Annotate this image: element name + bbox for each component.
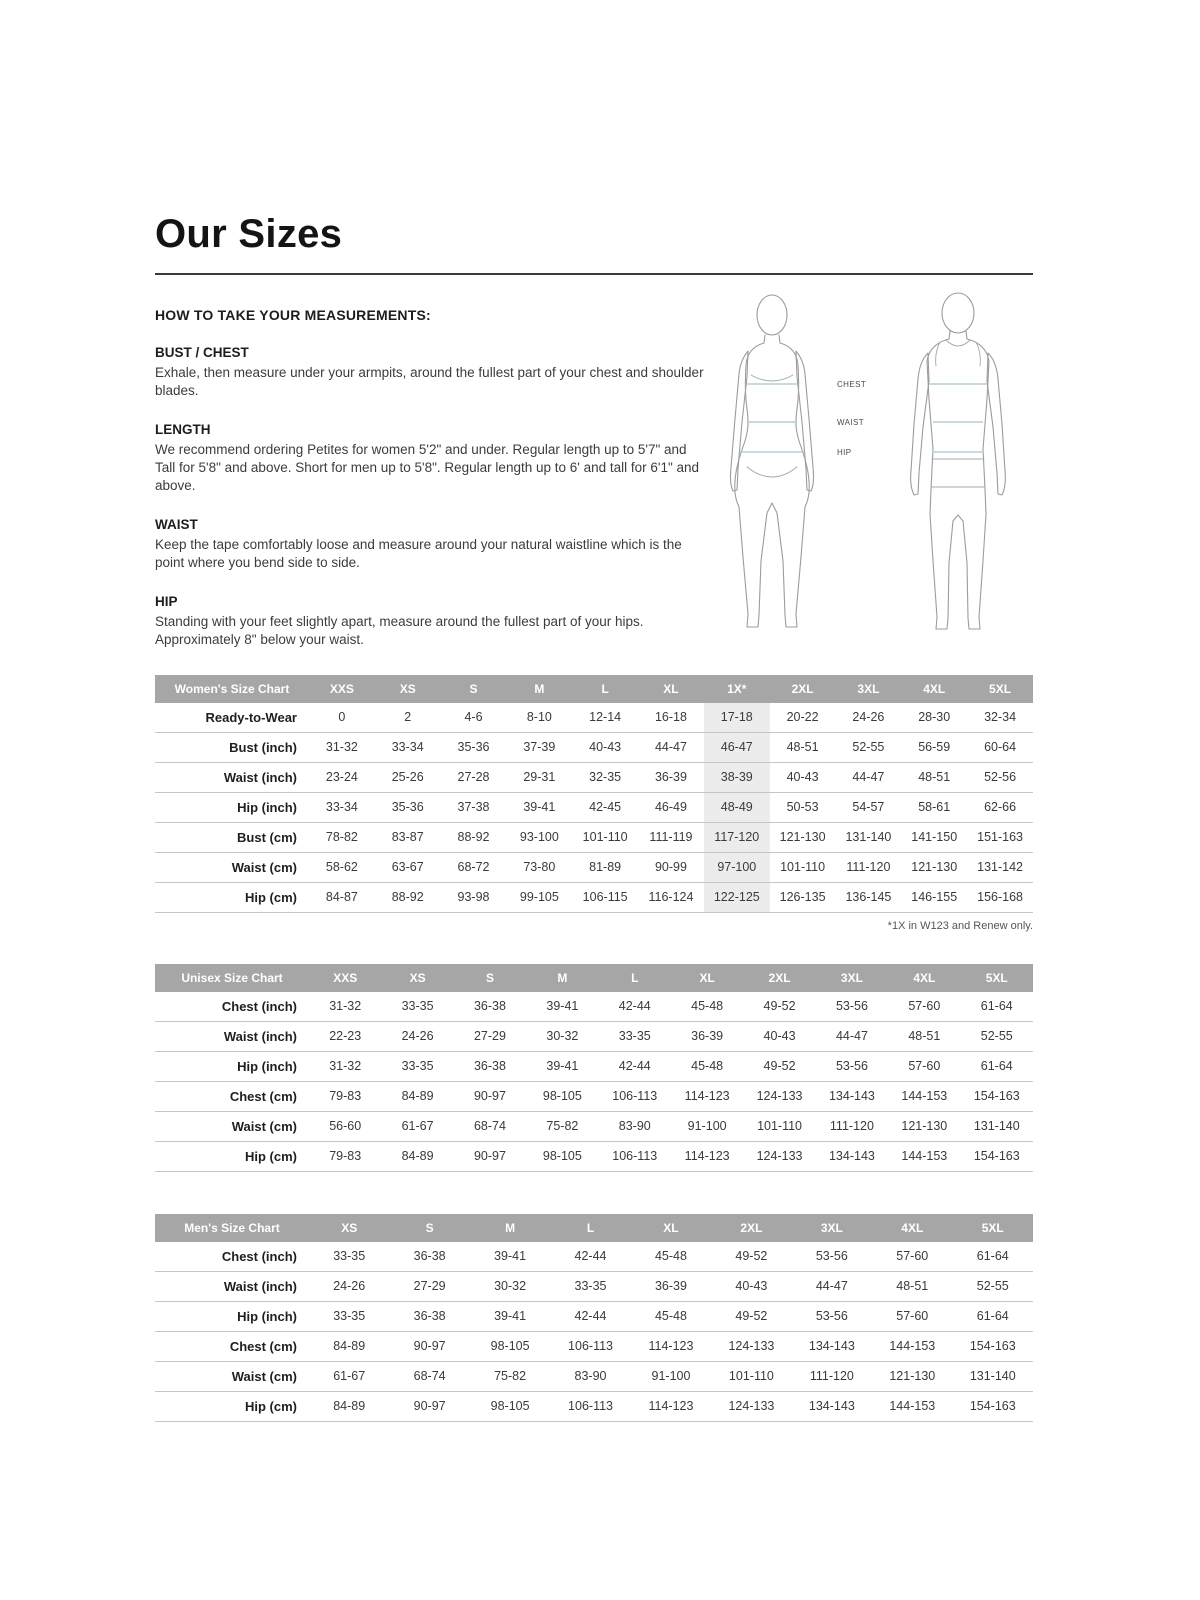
size-cell: 98-105 [526,1141,598,1171]
column-header: 2XL [743,964,815,992]
size-cell: 78-82 [309,822,375,852]
table-header-row [155,1214,1033,1242]
size-cell: 61-67 [381,1111,453,1141]
size-cell: 98-105 [526,1081,598,1111]
column-header: L [572,675,638,703]
size-cell: 131-142 [967,852,1033,882]
size-cell: 38-39 [704,762,770,792]
row-label: Waist (cm) [155,852,309,882]
size-cell: 45-48 [671,992,743,1022]
row-label: Waist (inch) [155,1021,309,1051]
figure-labels [837,289,883,634]
row-label: Hip (inch) [155,1301,309,1331]
size-cell: 131-140 [836,822,902,852]
row-label: Bust (inch) [155,732,309,762]
table-row [155,992,1033,1022]
table-row [155,1391,1033,1421]
size-cell: 114-123 [671,1141,743,1171]
table-row [155,852,1033,882]
size-cell: 121-130 [901,852,967,882]
size-cell: 61-64 [953,1301,1034,1331]
size-cell: 68-72 [441,852,507,882]
size-cell: 98-105 [470,1331,550,1361]
size-cell: 57-60 [888,992,960,1022]
column-header: M [506,675,572,703]
section-title: HIP [155,593,178,609]
table-row [155,1331,1033,1361]
size-cell: 48-51 [901,762,967,792]
size-cell: 24-26 [836,703,902,733]
measurement-section-length [155,422,707,495]
column-header: M [526,964,598,992]
size-cell: 42-44 [550,1301,630,1331]
size-cell: 46-49 [638,792,704,822]
size-cell: 154-163 [953,1391,1034,1421]
table-row [155,822,1033,852]
section-body: Exhale, then measure under your armpits, around the fullest part of your chest and shoulder blades. [155,365,704,398]
size-cell: 27-29 [454,1021,526,1051]
unisex-size-chart [155,964,1033,1172]
size-cell: 144-153 [888,1081,960,1111]
size-cell: 45-48 [631,1301,711,1331]
table-row [155,703,1033,733]
size-cell: 91-100 [631,1361,711,1391]
column-header: S [389,1214,469,1242]
size-cell: 42-45 [572,792,638,822]
size-cell: 20-22 [770,703,836,733]
page-title: Our Sizes [155,212,343,256]
size-cell: 136-145 [836,882,902,912]
row-label: Hip (cm) [155,1391,309,1421]
row-label: Chest (inch) [155,992,309,1022]
size-cell: 48-49 [704,792,770,822]
size-cell: 90-97 [454,1141,526,1171]
table-row [155,1301,1033,1331]
size-cell: 91-100 [671,1111,743,1141]
row-label: Chest (cm) [155,1081,309,1111]
size-cell: 48-51 [872,1271,952,1301]
size-cell: 79-83 [309,1081,381,1111]
size-cell: 68-74 [389,1361,469,1391]
table-row [155,1361,1033,1391]
size-cell: 61-64 [953,1242,1034,1272]
size-cell: 116-124 [638,882,704,912]
size-cell: 44-47 [792,1271,872,1301]
column-header: XS [309,1214,389,1242]
size-cell: 114-123 [631,1391,711,1421]
size-cell: 106-113 [599,1141,671,1171]
size-cell: 101-110 [743,1111,815,1141]
size-cell: 84-87 [309,882,375,912]
size-cell: 23-24 [309,762,375,792]
table-row [155,1242,1033,1272]
size-cell: 12-14 [572,703,638,733]
size-cell: 131-140 [953,1361,1034,1391]
row-label: Hip (cm) [155,882,309,912]
row-label: Chest (inch) [155,1242,309,1272]
size-cell: 46-47 [704,732,770,762]
column-header: L [550,1214,630,1242]
size-cell: 122-125 [704,882,770,912]
column-header: S [441,675,507,703]
size-cell: 75-82 [470,1361,550,1391]
size-cell: 61-64 [961,1051,1033,1081]
size-cell: 39-41 [506,792,572,822]
size-cell: 8-10 [506,703,572,733]
table-title: Women's Size Chart [155,675,309,703]
size-cell: 33-35 [309,1301,389,1331]
size-cell: 28-30 [901,703,967,733]
size-cell: 111-119 [638,822,704,852]
size-cell: 4-6 [441,703,507,733]
size-cell: 52-55 [836,732,902,762]
column-header: L [599,964,671,992]
female-figure-illustration [707,289,837,634]
size-cell: 81-89 [572,852,638,882]
column-header: S [454,964,526,992]
size-cell: 36-38 [389,1301,469,1331]
size-cell: 93-100 [506,822,572,852]
size-cell: 42-44 [550,1242,630,1272]
row-label: Ready-to-Wear [155,703,309,733]
size-cell: 121-130 [872,1361,952,1391]
size-cell: 25-26 [375,762,441,792]
size-cell: 83-90 [550,1361,630,1391]
size-cell: 134-143 [816,1141,888,1171]
size-cell: 36-38 [454,992,526,1022]
size-cell: 30-32 [526,1021,598,1051]
table-row [155,1111,1033,1141]
size-cell: 93-98 [441,882,507,912]
size-cell: 106-115 [572,882,638,912]
size-cell: 31-32 [309,992,381,1022]
size-cell: 126-135 [770,882,836,912]
size-cell: 60-64 [967,732,1033,762]
size-cell: 90-97 [454,1081,526,1111]
size-cell: 39-41 [470,1301,550,1331]
size-cell: 49-52 [743,1051,815,1081]
size-cell: 27-29 [389,1271,469,1301]
mens-size-chart [155,1214,1033,1422]
row-label: Hip (inch) [155,792,309,822]
size-cell: 16-18 [638,703,704,733]
size-cell: 106-113 [550,1331,630,1361]
size-cell: 121-130 [770,822,836,852]
size-cell: 29-31 [506,762,572,792]
column-header: XL [671,964,743,992]
size-cell: 154-163 [961,1141,1033,1171]
size-cell: 88-92 [375,882,441,912]
row-label: Waist (inch) [155,762,309,792]
size-cell: 90-97 [389,1331,469,1361]
size-cell: 134-143 [792,1331,872,1361]
measurement-section-hip [155,594,707,649]
size-cell: 90-99 [638,852,704,882]
table-row [155,732,1033,762]
size-table [155,964,1033,1172]
size-cell: 53-56 [792,1301,872,1331]
table-header-row [155,675,1033,703]
size-cell: 146-155 [901,882,967,912]
size-cell: 36-39 [631,1271,711,1301]
size-cell: 49-52 [711,1301,791,1331]
size-cell: 40-43 [743,1021,815,1051]
size-cell: 36-38 [389,1242,469,1272]
size-cell: 84-89 [309,1391,389,1421]
row-label: Hip (cm) [155,1141,309,1171]
size-table [155,1214,1033,1422]
size-cell: 44-47 [816,1021,888,1051]
measurement-section-bust [155,345,707,400]
size-cell: 50-53 [770,792,836,822]
size-cell: 31-32 [309,732,375,762]
size-cell: 2 [375,703,441,733]
size-cell: 141-150 [901,822,967,852]
size-cell: 88-92 [441,822,507,852]
size-cell: 98-105 [470,1391,550,1421]
column-header: 2XL [770,675,836,703]
table-row [155,792,1033,822]
size-cell: 33-35 [381,1051,453,1081]
size-cell: 31-32 [309,1051,381,1081]
column-header: XL [638,675,704,703]
size-cell: 44-47 [638,732,704,762]
size-cell: 83-90 [599,1111,671,1141]
size-cell: 36-38 [454,1051,526,1081]
row-label: Waist (cm) [155,1361,309,1391]
section-title: WAIST [155,516,198,532]
size-cell: 22-23 [309,1021,381,1051]
size-cell: 33-35 [599,1021,671,1051]
row-label: Waist (cm) [155,1111,309,1141]
size-cell: 114-123 [671,1081,743,1111]
size-cell: 32-34 [967,703,1033,733]
table-row [155,1271,1033,1301]
size-cell: 114-123 [631,1331,711,1361]
column-header: 5XL [953,1214,1034,1242]
size-cell: 37-39 [506,732,572,762]
size-cell: 111-120 [792,1361,872,1391]
size-cell: 124-133 [711,1331,791,1361]
measurement-section-waist [155,517,707,572]
column-header: 4XL [888,964,960,992]
column-header: 5XL [967,675,1033,703]
column-header: M [470,1214,550,1242]
table-row [155,882,1033,912]
size-cell: 61-64 [961,992,1033,1022]
size-cell: 58-62 [309,852,375,882]
size-cell: 57-60 [872,1242,952,1272]
size-cell: 124-133 [711,1391,791,1421]
column-header: XS [381,964,453,992]
column-header: XXS [309,675,375,703]
size-cell: 37-38 [441,792,507,822]
size-cell: 36-39 [638,762,704,792]
size-cell: 73-80 [506,852,572,882]
size-cell: 42-44 [599,992,671,1022]
size-cell: 39-41 [526,1051,598,1081]
size-cell: 32-35 [572,762,638,792]
table-header-row [155,964,1033,992]
table-row [155,1081,1033,1111]
column-header: XXS [309,964,381,992]
table-footnote: *1X in W123 and Renew only. [887,919,1033,932]
size-cell: 54-57 [836,792,902,822]
size-cell: 58-61 [901,792,967,822]
size-cell: 53-56 [816,1051,888,1081]
size-cell: 68-74 [454,1111,526,1141]
size-cell: 40-43 [770,762,836,792]
size-cell: 24-26 [309,1271,389,1301]
row-label: Waist (inch) [155,1271,309,1301]
size-cell: 33-35 [550,1271,630,1301]
measurements-heading: HOW TO TAKE YOUR MEASUREMENTS: [155,307,431,323]
column-header: 3XL [836,675,902,703]
waist-label: WAIST [837,418,865,427]
size-cell: 40-43 [572,732,638,762]
size-cell: 56-59 [901,732,967,762]
size-cell: 63-67 [375,852,441,882]
size-cell: 79-83 [309,1141,381,1171]
size-cell: 52-55 [953,1271,1034,1301]
size-cell: 61-67 [309,1361,389,1391]
size-cell: 97-100 [704,852,770,882]
row-label: Chest (cm) [155,1331,309,1361]
measurements-section [155,275,1033,649]
size-cell: 106-113 [550,1391,630,1421]
size-cell: 57-60 [872,1301,952,1331]
size-cell: 27-28 [441,762,507,792]
content [155,212,1033,1422]
table-title: Men's Size Chart [155,1214,309,1242]
section-title: BUST / CHEST [155,345,249,360]
size-cell: 154-163 [953,1331,1034,1361]
row-label: Bust (cm) [155,822,309,852]
size-cell: 33-34 [375,732,441,762]
size-cell: 42-44 [599,1051,671,1081]
measurements-text [155,307,707,649]
size-cell: 57-60 [888,1051,960,1081]
size-cell: 24-26 [381,1021,453,1051]
size-cell: 45-48 [671,1051,743,1081]
size-cell: 124-133 [743,1081,815,1111]
table-row [155,1021,1033,1051]
size-cell: 144-153 [872,1391,952,1421]
size-cell: 56-60 [309,1111,381,1141]
size-cell: 52-55 [961,1021,1033,1051]
column-header: XS [375,675,441,703]
column-header: 4XL [901,675,967,703]
size-cell: 154-163 [961,1081,1033,1111]
section-title: LENGTH [155,421,211,437]
size-cell: 124-133 [743,1141,815,1171]
column-header: 2XL [711,1214,791,1242]
size-cell: 53-56 [792,1242,872,1272]
size-cell: 52-56 [967,762,1033,792]
size-cell: 30-32 [470,1271,550,1301]
row-label: Hip (inch) [155,1051,309,1081]
size-cell: 75-82 [526,1111,598,1141]
size-cell: 84-89 [381,1141,453,1171]
size-cell: 83-87 [375,822,441,852]
hip-label: HIP [837,448,852,457]
size-cell: 134-143 [816,1081,888,1111]
size-cell: 39-41 [526,992,598,1022]
column-header: 1X* [704,675,770,703]
size-cell: 84-89 [309,1331,389,1361]
size-cell: 17-18 [704,703,770,733]
column-header: 3XL [816,964,888,992]
section-body: Standing with your feet slightly apart, measure around the fullest part of your hips. Approximately 8" below your waist. [155,613,644,647]
size-cell: 48-51 [888,1021,960,1051]
chest-label: CHEST [837,380,867,389]
size-cell: 40-43 [711,1271,791,1301]
table-row [155,762,1033,792]
size-cell: 35-36 [375,792,441,822]
size-cell: 45-48 [631,1242,711,1272]
size-cell: 49-52 [711,1242,791,1272]
size-cell: 117-120 [704,822,770,852]
figure-illustrations [707,289,1033,634]
size-cell: 101-110 [711,1361,791,1391]
size-cell: 101-110 [770,852,836,882]
size-cell: 62-66 [967,792,1033,822]
column-header: XL [631,1214,711,1242]
size-cell: 111-120 [816,1111,888,1141]
size-cell: 44-47 [836,762,902,792]
section-body: We recommend ordering Petites for women 5'2" and under. Regular length up to 5'7" and Tall for 5'8" and above. Short for men up to 5'8". Regular length up to 6' and tall for 6'1" and above. [155,441,700,493]
size-cell: 151-163 [967,822,1033,852]
table-row [155,1141,1033,1171]
size-cell: 39-41 [470,1242,550,1272]
size-cell: 33-35 [309,1242,389,1272]
section-body: Keep the tape comfortably loose and measure around your natural waistline which is the point where you bend side to side. [155,536,682,570]
table-row [155,1051,1033,1081]
size-cell: 156-168 [967,882,1033,912]
size-cell: 36-39 [671,1021,743,1051]
size-cell: 121-130 [888,1111,960,1141]
size-cell: 48-51 [770,732,836,762]
column-header: 5XL [961,964,1033,992]
size-cell: 99-105 [506,882,572,912]
womens-size-chart [155,675,1033,932]
size-cell: 35-36 [441,732,507,762]
size-cell: 144-153 [872,1331,952,1361]
size-cell: 144-153 [888,1141,960,1171]
size-cell: 106-113 [599,1081,671,1111]
size-cell: 111-120 [836,852,902,882]
size-cell: 131-140 [961,1111,1033,1141]
size-cell: 101-110 [572,822,638,852]
table-title: Unisex Size Chart [155,964,309,992]
column-header: 3XL [792,1214,872,1242]
male-figure-illustration [883,289,1033,634]
size-cell: 84-89 [381,1081,453,1111]
size-cell: 90-97 [389,1391,469,1421]
size-cell: 33-35 [381,992,453,1022]
column-header: 4XL [872,1214,952,1242]
size-cell: 0 [309,703,375,733]
size-cell: 134-143 [792,1391,872,1421]
size-cell: 33-34 [309,792,375,822]
size-table [155,675,1033,913]
size-cell: 53-56 [816,992,888,1022]
size-cell: 49-52 [743,992,815,1022]
